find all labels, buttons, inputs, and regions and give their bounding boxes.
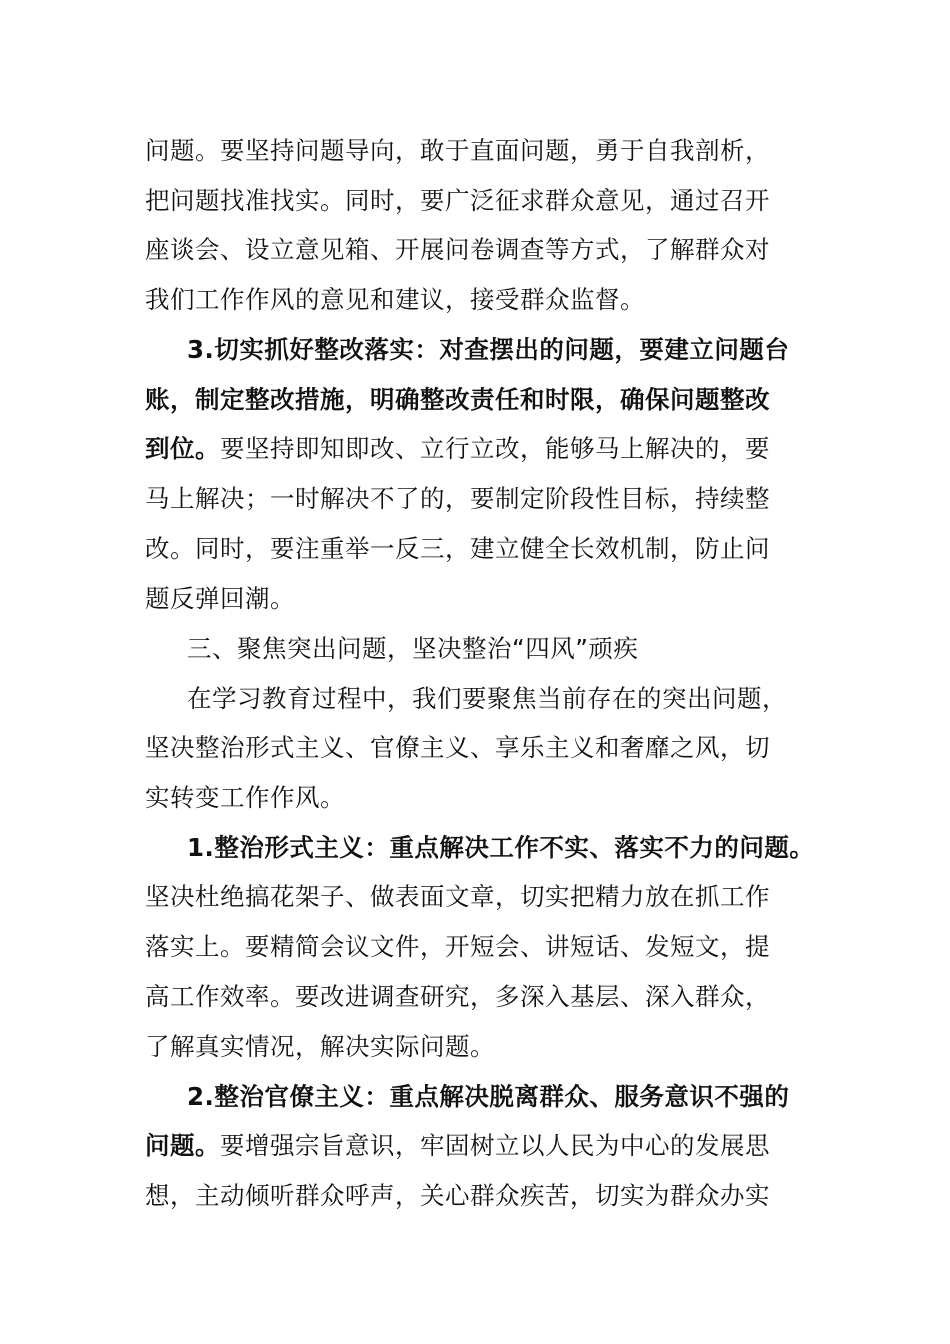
bold-heading-line: 1.整治形式主义：重点解决工作不实、落实不力的问题。 xyxy=(187,833,815,862)
text-line: 把问题找准找实。同时，要广泛征求群众意见，通过召开 xyxy=(145,186,770,215)
text-line: 实转变工作作风。 xyxy=(145,783,345,812)
bold-text: 到位。 xyxy=(145,434,220,463)
section-heading: 三、聚焦突出问题，坚决整治“四风”顽疾 xyxy=(187,634,639,663)
text-line: 我们工作作风的意见和建议，接受群众监督。 xyxy=(145,285,645,314)
text-line: 问题。要增强宗旨意识，牢固树立以人民为中心的发展思 xyxy=(145,1131,770,1160)
bold-heading-line: 账，制定整改措施，明确整改责任和时限，确保问题整改 xyxy=(145,385,770,414)
bold-text: 问题。 xyxy=(145,1131,220,1160)
text-line: 到位。要坚持即知即改、立行立改，能够马上解决的，要 xyxy=(145,434,770,463)
text-line: 改。同时，要注重举一反三，建立健全长效机制，防止问 xyxy=(145,534,770,563)
text-line: 落实上。要精简会议文件，开短会、讲短话、发短文，提 xyxy=(145,932,770,961)
text-line: 马上解决；一时解决不了的，要制定阶段性目标，持续整 xyxy=(145,484,770,513)
text-line: 了解真实情况，解决实际问题。 xyxy=(145,1032,495,1061)
text-line: 题反弹回潮。 xyxy=(145,584,295,613)
text-line: 高工作效率。要改进调查研究，多深入基层、深入群众， xyxy=(145,982,770,1011)
bold-heading-line: 3.切实抓好整改落实：对查摆出的问题，要建立问题台 xyxy=(187,335,790,364)
text-line: 坚决整治形式主义、官僚主义、享乐主义和奢靡之风，切 xyxy=(145,733,770,762)
text-line: 座谈会、设立意见箱、开展问卷调查等方式，了解群众对 xyxy=(145,235,770,264)
text-line: 在学习教育过程中，我们要聚焦当前存在的突出问题， xyxy=(187,684,787,713)
text-line: 问题。要坚持问题导向，敢于直面问题，勇于自我剖析， xyxy=(145,136,770,165)
text-line: 想，主动倾听群众呼声，关心群众疾苦，切实为群众办实 xyxy=(145,1181,770,1210)
text-line: 坚决杜绝搞花架子、做表面文章，切实把精力放在抓工作 xyxy=(145,882,770,911)
bold-heading-line: 2.整治官僚主义：重点解决脱离群众、服务意识不强的 xyxy=(187,1082,790,1111)
